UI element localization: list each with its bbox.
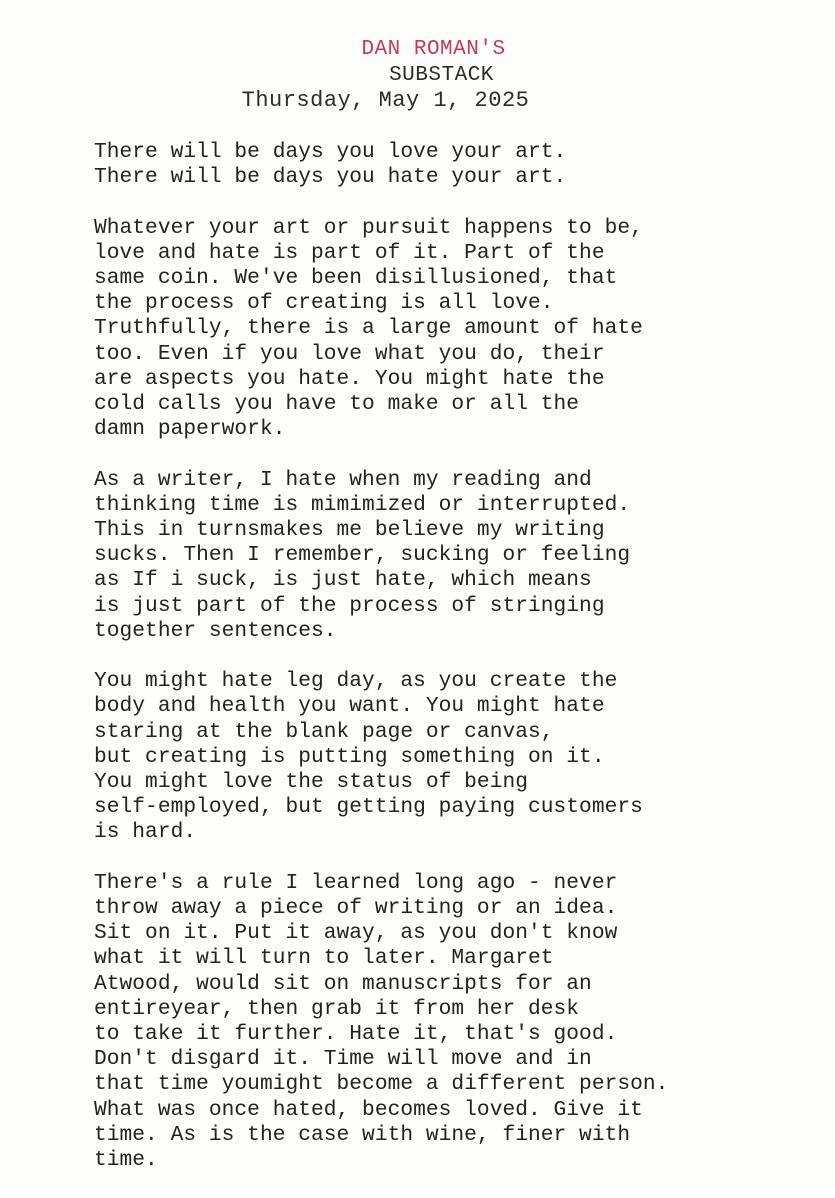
text-line: too. Even if you love what you do, their <box>94 341 605 366</box>
text-line: what it will turn to later. Margaret <box>94 946 554 971</box>
text-line: body and health you want. You might hate <box>94 694 605 719</box>
paragraph <box>94 871 814 1173</box>
text-line: love and hate is part of it. Part of the <box>94 240 605 265</box>
newsletter-subtitle: SUBSTACK <box>389 64 494 87</box>
text-line: entireyear, then grab it from her desk <box>94 996 580 1021</box>
text-line: You might hate leg day, as you create the <box>94 669 618 694</box>
text-line: throw away a piece of writing or an idea. <box>94 896 618 921</box>
text-line: to take it further. Hate it, that's good. <box>94 1022 618 1047</box>
text-line: sucks. Then I remember, sucking or feeling <box>94 543 631 568</box>
text-line: This in turnsmakes me believe my writing <box>94 518 605 543</box>
text-line: self-employed, but getting paying customers <box>94 795 643 820</box>
text-line: Truthfully, there is a large amount of hate <box>94 316 643 341</box>
text-line: are aspects you hate. You might hate the <box>94 366 605 391</box>
text-line: is hard. <box>94 820 197 845</box>
paragraph <box>94 468 814 644</box>
text-line: that time youmight become a different person. <box>94 1072 669 1097</box>
text-line: cold calls you have to make or all the <box>94 392 580 417</box>
text-line: Atwood, would sit on manuscripts for an <box>94 971 592 996</box>
article-body <box>94 140 814 1198</box>
text-line: damn paperwork. <box>94 417 286 442</box>
text-line: thinking time is mimimized or interrupted. <box>94 492 631 517</box>
text-line: Sit on it. Put it away, as you don't know <box>94 921 618 946</box>
paragraph <box>94 216 814 443</box>
post-date: Thursday, May 1, 2025 <box>241 88 530 113</box>
text-line: together sentences. <box>94 618 337 643</box>
text-line: You might love the status of being <box>94 770 528 795</box>
text-line: There will be days you love your art. <box>94 140 567 164</box>
text-line: as If i suck, is just hate, which means <box>94 568 592 593</box>
text-line: There's a rule I learned long ago - never <box>94 870 618 895</box>
text-line: the process of creating is all love. <box>94 291 554 316</box>
text-line: Whatever your art or pursuit happens to be, <box>94 215 643 240</box>
text-line: time. <box>94 1148 158 1173</box>
text-line: time. As is the case with wine, finer with <box>94 1122 631 1147</box>
text-line: There will be days you hate your art. <box>94 165 567 190</box>
paragraph <box>94 669 814 845</box>
text-line: is just part of the process of stringing <box>94 593 605 618</box>
text-line: Don't disgard it. Time will move and in <box>94 1047 592 1072</box>
text-line: As a writer, I hate when my reading and <box>94 467 592 492</box>
newsletter-title: DAN ROMAN'S <box>361 38 506 61</box>
text-line: staring at the blank page or canvas, <box>94 719 554 744</box>
text-line: same coin. We've been disillusioned, that <box>94 266 618 290</box>
paragraph <box>94 140 814 190</box>
text-line: What was once hated, becomes loved. Give it <box>94 1097 643 1122</box>
text-line: but creating is putting something on it. <box>94 744 605 769</box>
